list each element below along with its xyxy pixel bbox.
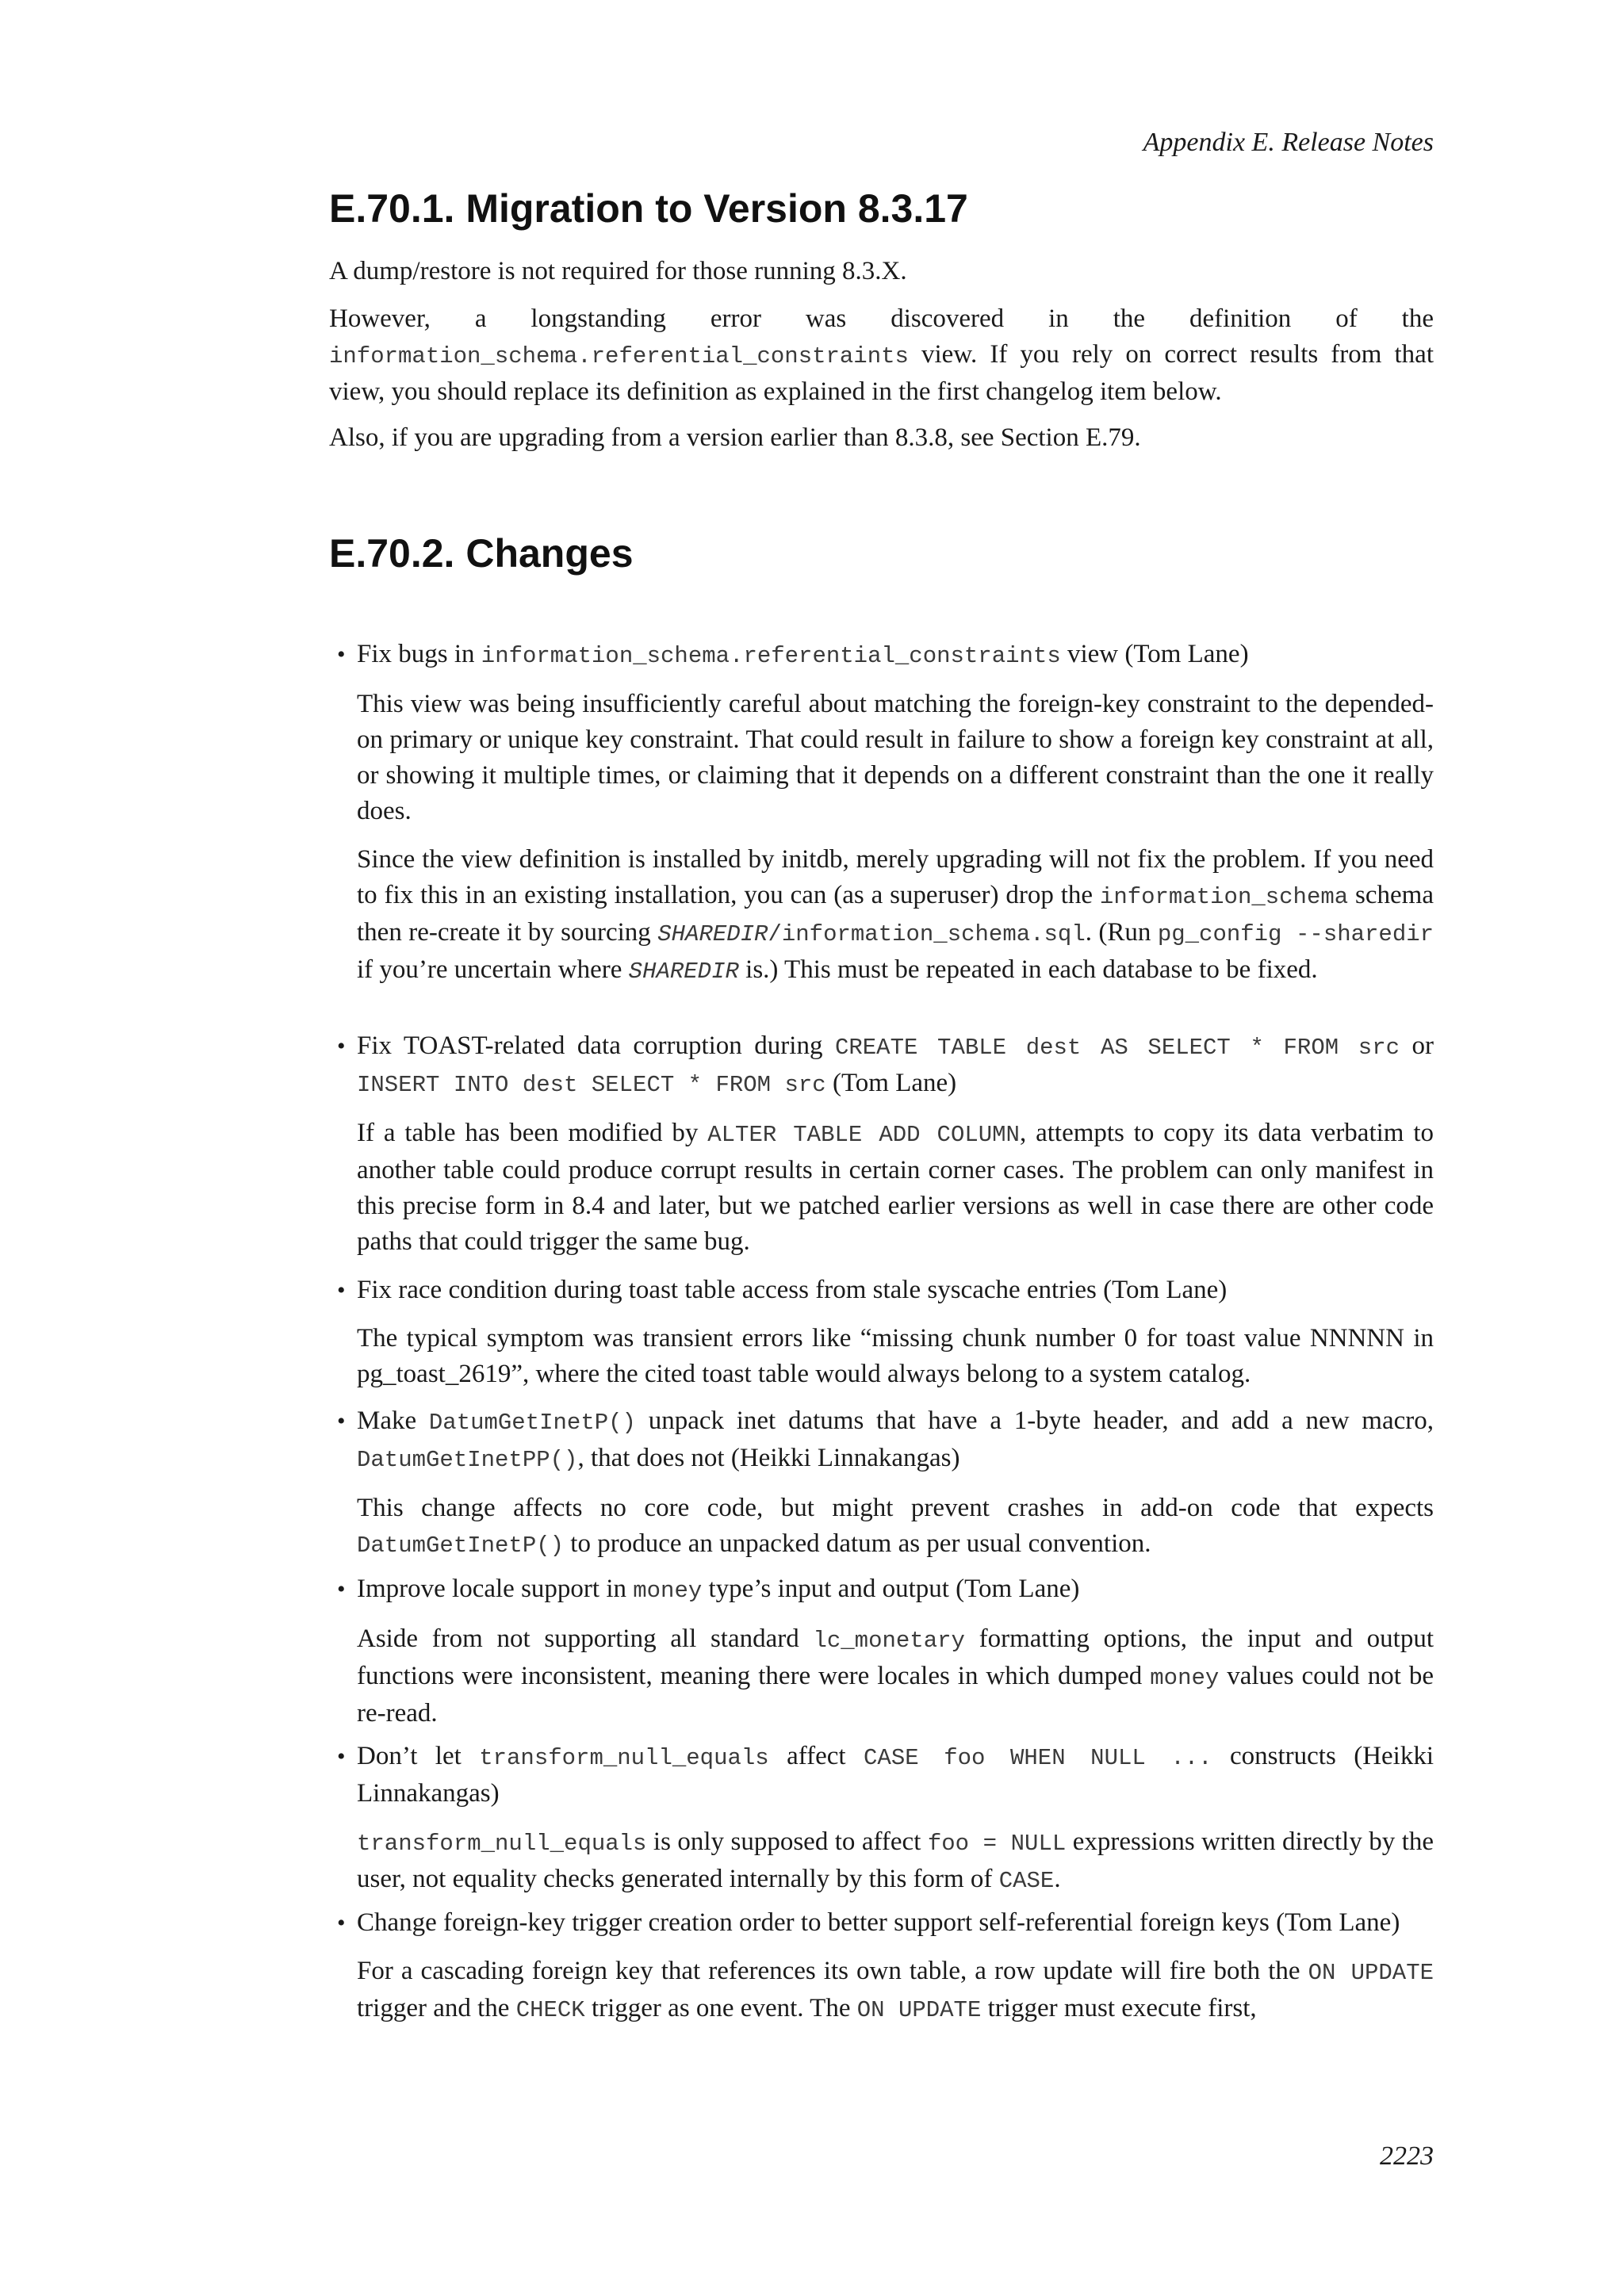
change-item-lead <box>357 1739 1434 1812</box>
detail-code: foo = NULL <box>927 1831 1067 1857</box>
detail-code: /information_schema.sql <box>768 921 1086 947</box>
lead-code: CASE foo WHEN NULL ... <box>864 1745 1212 1771</box>
lead-text: or <box>1411 1031 1434 1060</box>
change-item-detail <box>357 1954 1434 2028</box>
lead-code: transform_null_equals <box>479 1745 769 1771</box>
detail-text: schema then re-create it by sourcing <box>357 881 1434 947</box>
migration-paragraph-1 <box>329 254 1434 289</box>
bullet-icon: • <box>337 641 346 668</box>
detail-text: trigger and the <box>357 1994 510 2022</box>
lead-code: information_schema.referential_constraints <box>481 643 1061 669</box>
bullet-icon: • <box>337 1408 346 1434</box>
lead-text: Fix TOAST-related data corruption during <box>357 1031 823 1060</box>
detail-text: For a cascading foreign key that references its own table, a row update will fire both the <box>357 1957 1300 1985</box>
migration-paragraph-2 <box>329 301 1434 410</box>
migration-p2-text-a: However, a longstanding error was discovered in the definition of the <box>329 304 1434 333</box>
lead-text: type’s input and output (Tom Lane) <box>708 1575 1080 1603</box>
migration-p1-text: A dump/restore is not required for those running 8.3.X. <box>329 257 907 285</box>
detail-code: ON UPDATE <box>856 1997 982 2023</box>
lead-text: affect <box>787 1742 846 1770</box>
migration-p3-text: Also, if you are upgrading from a version earlier than 8.3.8, see Section E.79. <box>329 423 1141 452</box>
detail-text: is only supposed to affect <box>653 1827 921 1856</box>
detail-code: lc_monetary <box>813 1628 965 1654</box>
lead-text: unpack inet datums that have a 1-byte header, and add a new macro, <box>648 1406 1434 1435</box>
bullet-icon: • <box>337 1910 346 1936</box>
change-item <box>337 1272 1434 1392</box>
detail-text: This change affects no core code, but might prevent crashes in add-on code that expects <box>357 1494 1434 1522</box>
lead-text: (Tom Lane) <box>832 1069 957 1097</box>
detail-code: CHECK <box>515 1997 585 2023</box>
detail-text: If a table has been modified by <box>357 1119 699 1147</box>
detail-text: trigger as one event. The <box>591 1994 851 2022</box>
change-item <box>337 1403 1434 1563</box>
lead-code: CREATE TABLE dest AS SELECT * FROM src <box>834 1035 1400 1061</box>
lead-code: DatumGetInetP() <box>428 1410 636 1436</box>
detail-text: , attempts to copy its data verbatim to another table could produce corrupt results in certain corner cases. The problem can only manifest in this precise form in 8.4 and later, but we patched earlier versions as well in case there are other code paths that could trigger the same bug. <box>357 1119 1434 1256</box>
change-item-detail <box>357 1621 1434 1732</box>
change-item <box>337 1905 1434 2028</box>
change-item-lead <box>357 1028 1434 1103</box>
change-item-detail: This view was being insufficiently careful about matching the foreign-key constraint to the depended-on primary or unique key constraint. That could result in failure to show a foreign key constraint at all, or showing it multiple times, or claiming that it depends on a different constraint than the one it really does. <box>357 690 1434 825</box>
lead-text: constructs (Heikki Linnakangas) <box>357 1742 1434 1808</box>
change-item <box>337 637 1434 989</box>
change-item <box>337 1028 1434 1260</box>
detail-code: pg_config --sharedir <box>1157 921 1434 947</box>
change-item <box>337 1739 1434 1899</box>
detail-text: . <box>1054 1865 1061 1893</box>
change-item-lead <box>357 1571 1434 1609</box>
detail-code: ALTER TABLE ADD COLUMN <box>707 1122 1020 1148</box>
lead-text: Don’t let <box>357 1742 462 1770</box>
section-heading-migration: E.70.1. Migration to Version 8.3.17 <box>329 186 968 231</box>
lead-text: view (Tom Lane) <box>1067 640 1249 668</box>
detail-text: Aside from not supporting all standard <box>357 1624 799 1653</box>
change-item-detail <box>357 1115 1434 1260</box>
migration-paragraph-3 <box>329 420 1434 456</box>
section-heading-changes: E.70.2. Changes <box>329 531 634 576</box>
change-item-detail <box>357 1490 1434 1563</box>
change-item <box>337 1571 1434 1732</box>
bullet-icon: • <box>337 1743 346 1770</box>
lead-text: , that does not (Heikki Linnakangas) <box>577 1444 960 1472</box>
detail-text: Since the view definition is installed by initdb, merely upgrading will not fix the problem. If you need to fix this in an existing installation, you can (as a superuser) drop the <box>357 845 1434 909</box>
detail-code: ON UPDATE <box>1308 1960 1434 1986</box>
detail-text: expressions written directly by the user, not equality checks generated internally by this form of <box>357 1827 1434 1893</box>
migration-p2-code: information_schema.referential_constraints <box>329 343 909 369</box>
detail-text: is.) This must be repeated in each database to be fixed. <box>745 955 1318 984</box>
detail-code: information_schema <box>1099 884 1349 910</box>
detail-text: trigger must execute first, <box>987 1994 1257 2022</box>
lead-code: DatumGetInetPP() <box>357 1447 578 1473</box>
lead-text: Make <box>357 1406 417 1435</box>
detail-text: . (Run <box>1085 918 1151 947</box>
lead-text: Improve locale support in <box>357 1575 626 1603</box>
document-page <box>329 0 1434 2296</box>
running-header: Appendix E. Release Notes <box>1143 128 1434 157</box>
bullet-icon: • <box>337 1033 346 1059</box>
change-item-detail <box>357 1824 1434 1899</box>
detail-code-italic: SHAREDIR <box>657 921 768 947</box>
detail-text: formatting options, the input and output functions were inconsistent, meaning there were locales in which dumped <box>357 1624 1434 1690</box>
detail-code: transform_null_equals <box>357 1831 647 1857</box>
detail-code: money <box>1150 1665 1220 1691</box>
detail-code-italic: SHAREDIR <box>628 959 739 985</box>
bullet-icon: • <box>337 1277 346 1303</box>
page-number: 2223 <box>1380 2141 1434 2171</box>
change-item-lead: Change foreign-key trigger creation order to better support self-referential foreign keys (Tom Lane) <box>357 1908 1400 1937</box>
change-item-lead: Fix race condition during toast table access from stale syscache entries (Tom Lane) <box>357 1276 1228 1304</box>
change-item-lead <box>357 637 1434 674</box>
detail-code: DatumGetInetP() <box>357 1533 565 1559</box>
lead-code: money <box>633 1578 703 1604</box>
migration-p2-text-b: view. If you rely on correct results from that view, you should replace its definition as explained in the first changelog item below. <box>329 340 1434 406</box>
lead-text: Fix bugs in <box>357 640 475 668</box>
detail-text: values could not be re-read. <box>357 1662 1434 1728</box>
change-item-detail <box>357 842 1434 989</box>
change-item-detail: The typical symptom was transient errors like “missing chunk number 0 for toast value NNNNN in pg_toast_2619”, where the cited toast table would always belong to a system catalog. <box>357 1324 1434 1388</box>
detail-text: to produce an unpacked datum as per usual convention. <box>570 1529 1151 1558</box>
change-item-lead <box>357 1403 1434 1478</box>
lead-code: INSERT INTO dest SELECT * FROM src <box>357 1072 826 1098</box>
detail-code: CASE <box>998 1868 1055 1894</box>
detail-text: if you’re uncertain where <box>357 955 622 984</box>
bullet-icon: • <box>337 1576 346 1602</box>
